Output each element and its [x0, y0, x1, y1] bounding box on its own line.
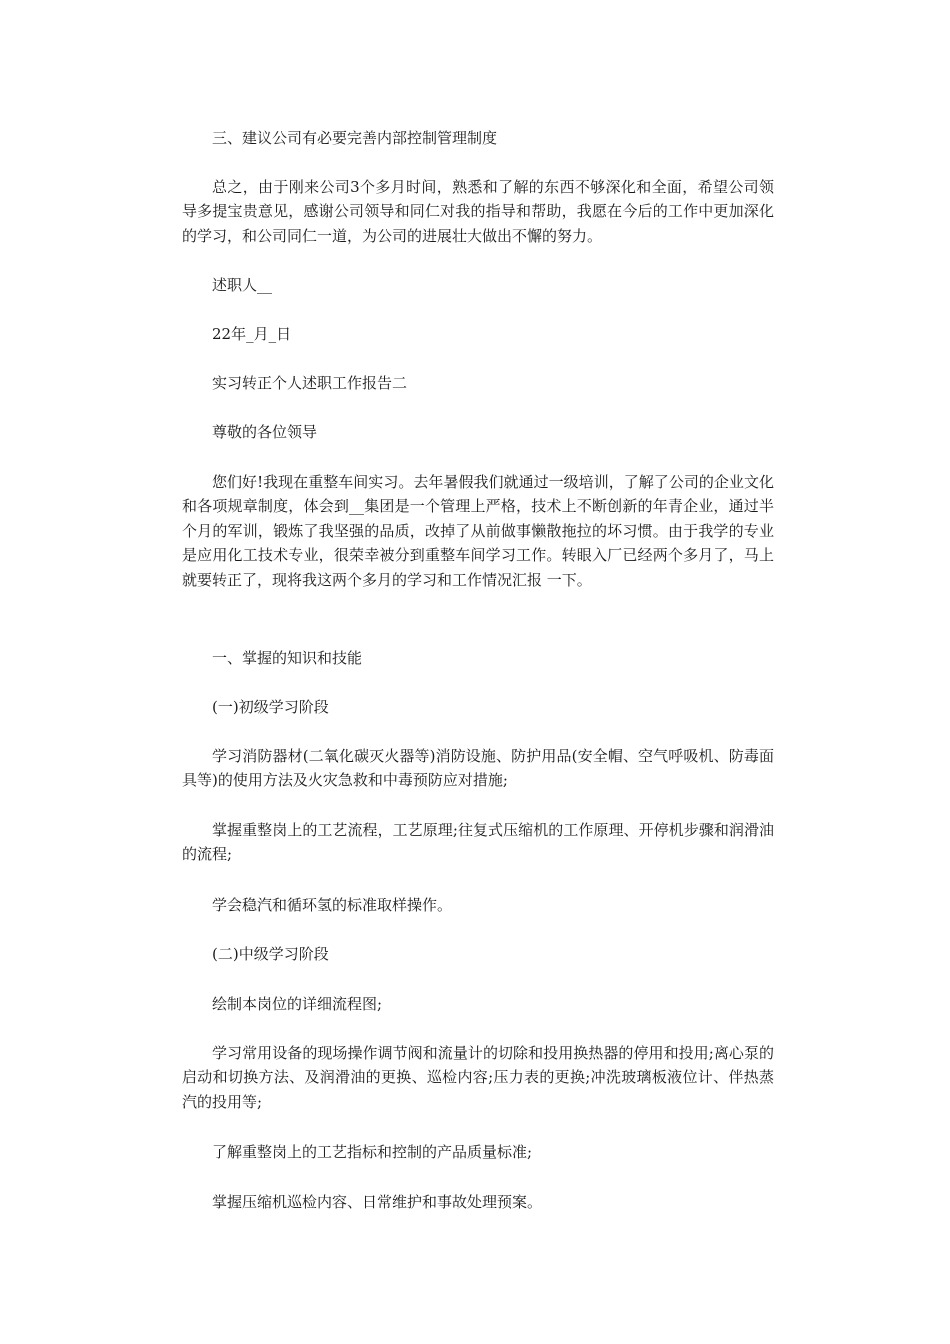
list-item: 掌握压缩机巡检内容、日常维护和事故处理预案。 [212, 1193, 543, 1211]
conclusion-paragraph: 总之，由于刚来公司3个多月时间，熟悉和了解的东西不够深化和全面，希望公司领导多提宝贵意见，感谢公司领导和同仁对我的指导和帮助，我愿在今后的工作中更加深化的学习，和公司同仁一道，为公司的进展壮大做出不懈的努力。 [182, 178, 774, 245]
section-heading-3: 三、建议公司有必要完善内部控制管理制度 [212, 129, 498, 147]
subsection-heading-2: (二)中级学习阶段 [212, 945, 329, 963]
salutation: 尊敬的各位领导 [212, 423, 318, 441]
date-line: 22年_月_日 [212, 325, 292, 343]
list-item: 掌握重整岗上的工艺流程，工艺原理;往复式压缩机的工作原理、开停机步骤和润滑油的流程; [182, 821, 774, 864]
signature-line: 述职人__ [212, 276, 273, 294]
report-title: 实习转正个人述职工作报告二 [212, 374, 408, 392]
section-heading-1: 一、掌握的知识和技能 [212, 649, 363, 667]
list-item: 学会稳汽和循环氢的标准取样操作。 [212, 896, 453, 914]
list-item: 学习常用设备的现场操作调节阀和流量计的切除和投用换热器的停用和投用;离心泵的启动和切换方法、及润滑油的更换、巡检内容;压力表的更换;冲洗玻璃板液位计、伴热蒸汽的投用等; [182, 1044, 774, 1111]
intro-paragraph: 您们好!我现在重整车间实习。去年暑假我们就通过一级培训，了解了公司的企业文化和各项规章制度，体会到__集团是一个管理上严格，技术上不断创新的年青企业，通过半个月的军训，锻炼了我坚强的品质，改掉了从前做事懒散拖拉的坏习惯。由于我学的专业是应用化工技术专业，很荣幸被分到重整车间学习工作。转眼入厂已经两个多月了，马上就要转正了，现将我这两个多月的学习和工作情况汇报 一下。 [182, 473, 774, 589]
list-item: 绘制本岗位的详细流程图; [212, 995, 383, 1013]
list-item: 学习消防器材(二氧化碳灭火器等)消防设施、防护用品(安全帽、空气呼吸机、防毒面具等)的使用方法及火灾急救和中毒预防应对措施; [182, 747, 774, 790]
subsection-heading-1: (一)初级学习阶段 [212, 698, 329, 716]
list-item: 了解重整岗上的工艺指标和控制的产品质量标准; [212, 1143, 533, 1161]
